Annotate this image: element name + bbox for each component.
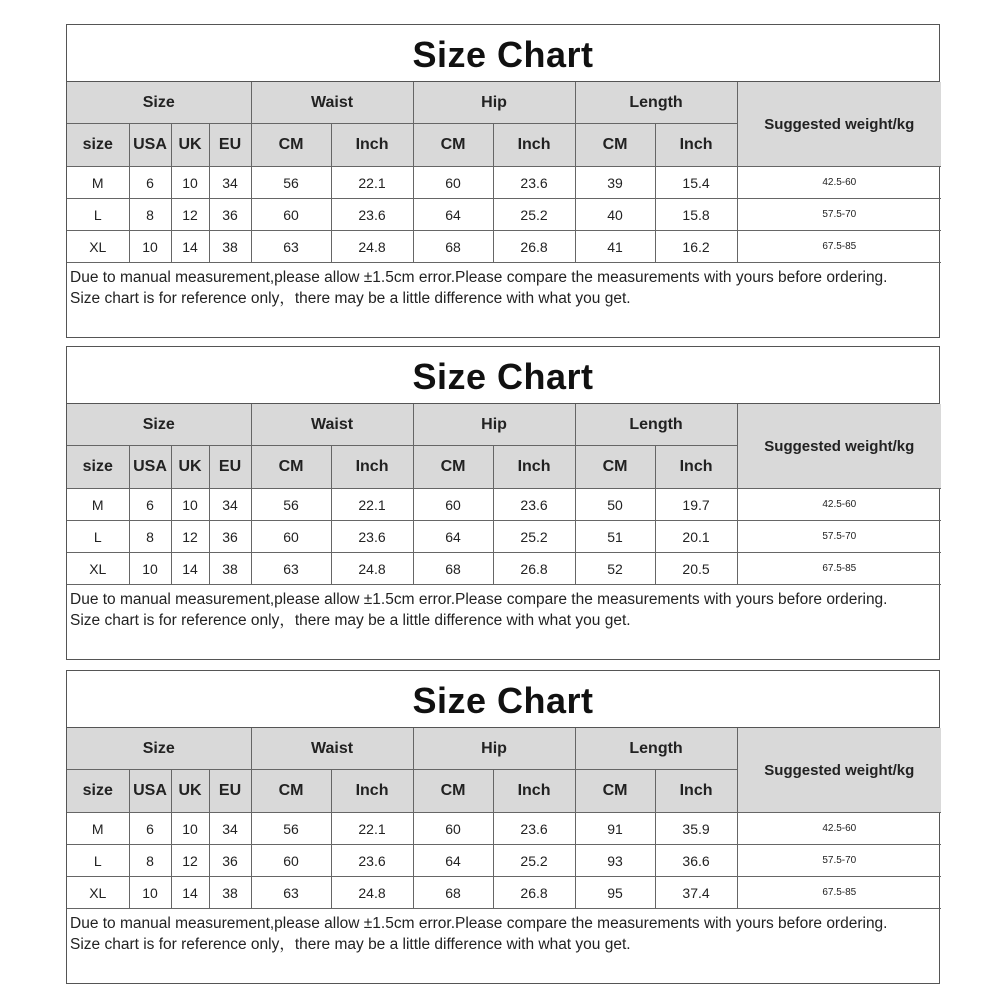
- weight-header: Suggested weight/kg: [737, 404, 941, 489]
- table-cell: 51: [575, 521, 655, 553]
- table-cell: 50: [575, 489, 655, 521]
- table-cell: 60: [413, 167, 493, 199]
- size-chart-bottom: [66, 670, 940, 984]
- table-cell: 63: [251, 553, 331, 585]
- column-header: Inch: [655, 446, 737, 489]
- column-header: Inch: [493, 770, 575, 813]
- size-group-header: Size: [67, 404, 251, 446]
- table-cell: 23.6: [493, 167, 575, 199]
- waist-group-header: Waist: [251, 728, 413, 770]
- table-cell: 25.2: [493, 845, 575, 877]
- table-cell: 34: [209, 167, 251, 199]
- table-cell: 14: [171, 877, 209, 909]
- table-cell: 23.6: [493, 489, 575, 521]
- table-cell: 23.6: [493, 813, 575, 845]
- weight-header: Suggested weight/kg: [737, 82, 941, 167]
- length-group-header: Length: [575, 82, 737, 124]
- table-cell: 15.8: [655, 199, 737, 231]
- table-cell: L: [67, 521, 129, 553]
- table-cell: 37.4: [655, 877, 737, 909]
- weight-cell: 67.5-85: [737, 877, 941, 909]
- table-cell: 26.8: [493, 877, 575, 909]
- table-cell: 26.8: [493, 231, 575, 263]
- table-row: [67, 199, 941, 231]
- weight-cell: 67.5-85: [737, 553, 941, 585]
- table-row: [67, 813, 941, 845]
- table-cell: 14: [171, 231, 209, 263]
- length-group-header: Length: [575, 728, 737, 770]
- weight-cell: 67.5-85: [737, 231, 941, 263]
- column-header: CM: [413, 770, 493, 813]
- table-cell: 22.1: [331, 167, 413, 199]
- table-cell: 8: [129, 845, 171, 877]
- column-header: EU: [209, 770, 251, 813]
- table-cell: 93: [575, 845, 655, 877]
- table-cell: 38: [209, 553, 251, 585]
- column-header: USA: [129, 124, 171, 167]
- table-cell: 36.6: [655, 845, 737, 877]
- table-cell: 16.2: [655, 231, 737, 263]
- table-cell: 20.1: [655, 521, 737, 553]
- note-reference-text: Size chart is for reference only，there may be a little difference with what you get.: [70, 612, 631, 629]
- table-cell: 12: [171, 845, 209, 877]
- size-chart-top: [66, 24, 940, 338]
- table-cell: 6: [129, 489, 171, 521]
- column-header: CM: [413, 446, 493, 489]
- column-header: EU: [209, 446, 251, 489]
- table-cell: M: [67, 167, 129, 199]
- table-cell: 35.9: [655, 813, 737, 845]
- chart-title: Size Chart: [67, 671, 939, 728]
- table-cell: 25.2: [493, 199, 575, 231]
- column-header: UK: [171, 446, 209, 489]
- table-cell: L: [67, 845, 129, 877]
- weight-cell: 42.5-60: [737, 489, 941, 521]
- table-row: [67, 845, 941, 877]
- table-cell: 10: [171, 489, 209, 521]
- table-cell: 36: [209, 845, 251, 877]
- column-header: CM: [413, 124, 493, 167]
- note-error-text: Due to manual measurement,please allow ±1.5cm error.Please compare the measurements with yours before ordering.: [70, 591, 888, 608]
- table-cell: 63: [251, 231, 331, 263]
- table-cell: 95: [575, 877, 655, 909]
- table-cell: 39: [575, 167, 655, 199]
- column-header: size: [67, 446, 129, 489]
- weight-header: Suggested weight/kg: [737, 728, 941, 813]
- table-row: [67, 167, 941, 199]
- column-header: Inch: [655, 770, 737, 813]
- size-table: [67, 728, 941, 909]
- table-cell: 52: [575, 553, 655, 585]
- table-cell: 40: [575, 199, 655, 231]
- table-cell: M: [67, 813, 129, 845]
- table-cell: 68: [413, 553, 493, 585]
- measurement-note: [67, 585, 939, 631]
- table-cell: 19.7: [655, 489, 737, 521]
- table-row: [67, 877, 941, 909]
- table-cell: 60: [251, 845, 331, 877]
- table-cell: 91: [575, 813, 655, 845]
- table-cell: 8: [129, 521, 171, 553]
- table-cell: XL: [67, 877, 129, 909]
- table-cell: 25.2: [493, 521, 575, 553]
- table-cell: 56: [251, 813, 331, 845]
- table-cell: 41: [575, 231, 655, 263]
- table-cell: 10: [129, 877, 171, 909]
- table-cell: 60: [251, 199, 331, 231]
- note-reference-text: Size chart is for reference only，there may be a little difference with what you get.: [70, 936, 631, 953]
- table-cell: 10: [129, 553, 171, 585]
- table-cell: 10: [171, 167, 209, 199]
- table-cell: 22.1: [331, 813, 413, 845]
- hip-group-header: Hip: [413, 82, 575, 124]
- size-table: [67, 82, 941, 263]
- table-cell: XL: [67, 231, 129, 263]
- table-cell: 68: [413, 231, 493, 263]
- table-cell: 20.5: [655, 553, 737, 585]
- weight-cell: 42.5-60: [737, 813, 941, 845]
- size-table: [67, 404, 941, 585]
- table-cell: 34: [209, 813, 251, 845]
- column-header: size: [67, 770, 129, 813]
- waist-group-header: Waist: [251, 404, 413, 446]
- table-cell: 64: [413, 521, 493, 553]
- table-cell: L: [67, 199, 129, 231]
- chart-title: Size Chart: [67, 25, 939, 82]
- table-cell: 56: [251, 167, 331, 199]
- size-group-header: Size: [67, 82, 251, 124]
- column-header: Inch: [331, 124, 413, 167]
- table-cell: 68: [413, 877, 493, 909]
- column-header: CM: [575, 446, 655, 489]
- table-cell: 38: [209, 231, 251, 263]
- column-header: CM: [251, 446, 331, 489]
- table-cell: 23.6: [331, 521, 413, 553]
- column-header: EU: [209, 124, 251, 167]
- table-cell: 36: [209, 521, 251, 553]
- table-cell: 64: [413, 199, 493, 231]
- table-cell: 63: [251, 877, 331, 909]
- weight-cell: 57.5-70: [737, 845, 941, 877]
- table-row: [67, 489, 941, 521]
- table-cell: 14: [171, 553, 209, 585]
- column-header: CM: [575, 124, 655, 167]
- table-cell: 38: [209, 877, 251, 909]
- table-cell: M: [67, 489, 129, 521]
- table-cell: 24.8: [331, 553, 413, 585]
- table-cell: 23.6: [331, 199, 413, 231]
- column-header: UK: [171, 124, 209, 167]
- note-error-text: Due to manual measurement,please allow ±1.5cm error.Please compare the measurements with yours before ordering.: [70, 915, 888, 932]
- column-header: Inch: [655, 124, 737, 167]
- weight-cell: 57.5-70: [737, 199, 941, 231]
- note-error-text: Due to manual measurement,please allow ±1.5cm error.Please compare the measurements with yours before ordering.: [70, 269, 888, 286]
- column-header: CM: [251, 770, 331, 813]
- table-cell: 26.8: [493, 553, 575, 585]
- table-cell: 60: [413, 813, 493, 845]
- measurement-note: [67, 909, 939, 955]
- note-reference-text: Size chart is for reference only，there may be a little difference with what you get.: [70, 290, 631, 307]
- column-header: Inch: [331, 446, 413, 489]
- table-cell: 12: [171, 521, 209, 553]
- table-cell: 6: [129, 813, 171, 845]
- table-cell: 24.8: [331, 231, 413, 263]
- length-group-header: Length: [575, 404, 737, 446]
- column-header: USA: [129, 446, 171, 489]
- table-row: [67, 231, 941, 263]
- table-cell: 60: [251, 521, 331, 553]
- size-group-header: Size: [67, 728, 251, 770]
- table-cell: 10: [129, 231, 171, 263]
- measurement-note: [67, 263, 939, 309]
- table-cell: 34: [209, 489, 251, 521]
- column-header: Inch: [331, 770, 413, 813]
- hip-group-header: Hip: [413, 404, 575, 446]
- column-header: Inch: [493, 124, 575, 167]
- table-row: [67, 521, 941, 553]
- column-header: Inch: [493, 446, 575, 489]
- size-chart-middle: [66, 346, 940, 660]
- column-header: CM: [251, 124, 331, 167]
- hip-group-header: Hip: [413, 728, 575, 770]
- table-cell: 60: [413, 489, 493, 521]
- weight-cell: 42.5-60: [737, 167, 941, 199]
- chart-title: Size Chart: [67, 347, 939, 404]
- table-cell: 56: [251, 489, 331, 521]
- table-cell: 64: [413, 845, 493, 877]
- table-row: [67, 553, 941, 585]
- table-cell: 36: [209, 199, 251, 231]
- table-cell: 8: [129, 199, 171, 231]
- table-cell: 23.6: [331, 845, 413, 877]
- table-cell: 10: [171, 813, 209, 845]
- weight-cell: 57.5-70: [737, 521, 941, 553]
- waist-group-header: Waist: [251, 82, 413, 124]
- column-header: USA: [129, 770, 171, 813]
- column-header: CM: [575, 770, 655, 813]
- table-cell: 24.8: [331, 877, 413, 909]
- table-cell: 6: [129, 167, 171, 199]
- column-header: UK: [171, 770, 209, 813]
- column-header: size: [67, 124, 129, 167]
- table-cell: XL: [67, 553, 129, 585]
- table-cell: 12: [171, 199, 209, 231]
- table-cell: 15.4: [655, 167, 737, 199]
- table-cell: 22.1: [331, 489, 413, 521]
